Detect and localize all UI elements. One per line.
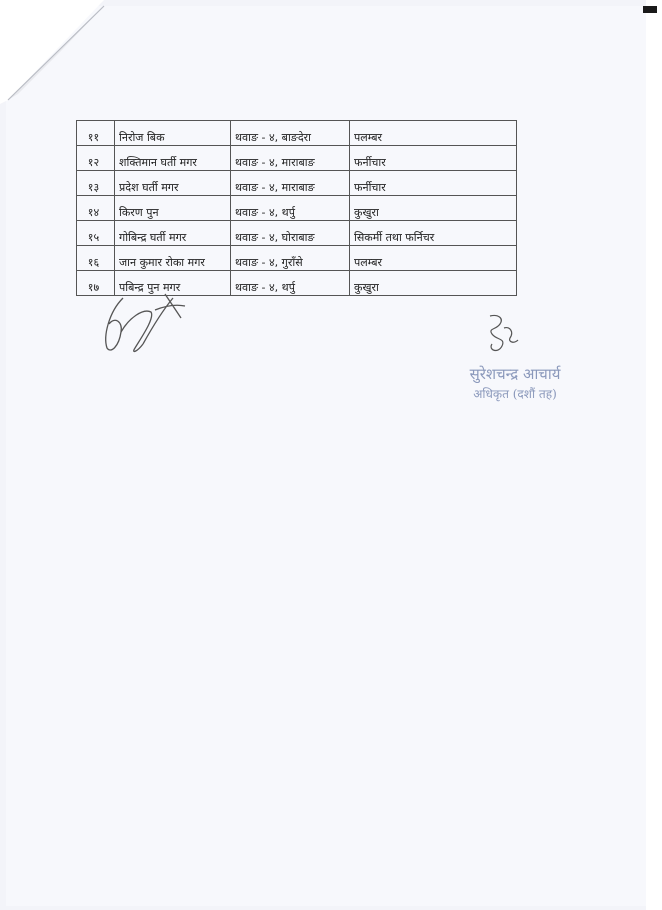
- address-cell: थवाङ - ४, थर्पु: [231, 196, 350, 221]
- address-cell: थवाङ - ४, थर्पु: [231, 271, 350, 296]
- roster-table: [76, 120, 517, 296]
- table-row: [77, 246, 517, 271]
- occupation-cell: फर्नीचार: [350, 146, 517, 171]
- address-cell: थवाङ - ४, गुराँसे: [231, 246, 350, 271]
- serial-number-cell: १२: [77, 146, 115, 171]
- name-cell: पबिन्द्र पुन मगर: [115, 271, 231, 296]
- folded-corner: [0, 0, 110, 110]
- name-cell: निरोज बिक: [115, 121, 231, 146]
- address-cell: थवाङ - ४, माराबाङ: [231, 146, 350, 171]
- serial-number-cell: १५: [77, 221, 115, 246]
- stamp-name: सुरेशचन्द्र आचार्य: [469, 365, 561, 383]
- address-cell: थवाङ - ४, घोराबाङ: [231, 221, 350, 246]
- table-row: [77, 196, 517, 221]
- occupation-cell: कुखुरा: [350, 271, 517, 296]
- roster-table-body: [77, 121, 517, 296]
- scan-edge: [646, 0, 662, 910]
- handwritten-signature-left: [95, 288, 195, 358]
- table-row: [77, 171, 517, 196]
- occupation-cell: कुखुरा: [350, 196, 517, 221]
- serial-number-cell: ११: [77, 121, 115, 146]
- serial-number-cell: १७: [77, 271, 115, 296]
- name-cell: शक्तिमान घर्ती मगर: [115, 146, 231, 171]
- address-cell: थवाङ - ४, माराबाङ: [231, 171, 350, 196]
- stamp-designation: अधिकृत (दशौं तह): [473, 387, 557, 401]
- occupation-cell: फर्नीचार: [350, 171, 517, 196]
- occupation-cell: पलम्बर: [350, 121, 517, 146]
- name-cell: प्रदेश घर्ती मगर: [115, 171, 231, 196]
- serial-number-cell: १३: [77, 171, 115, 196]
- table-row: [77, 146, 517, 171]
- serial-number-cell: १४: [77, 196, 115, 221]
- serial-number-cell: १६: [77, 246, 115, 271]
- table-row: [77, 121, 517, 146]
- occupation-cell: सिकर्मी तथा फर्निचर: [350, 221, 517, 246]
- address-cell: थवाङ - ४, बाङदेरा: [231, 121, 350, 146]
- scan-corner-mark: [643, 6, 657, 13]
- handwritten-signature-right: [478, 308, 528, 358]
- name-cell: जान कुमार रोका मगर: [115, 246, 231, 271]
- name-cell: किरण पुन: [115, 196, 231, 221]
- table-row: [77, 221, 517, 246]
- official-stamp: [440, 364, 590, 404]
- name-cell: गोबिन्द्र घर्ती मगर: [115, 221, 231, 246]
- occupation-cell: पलम्बर: [350, 246, 517, 271]
